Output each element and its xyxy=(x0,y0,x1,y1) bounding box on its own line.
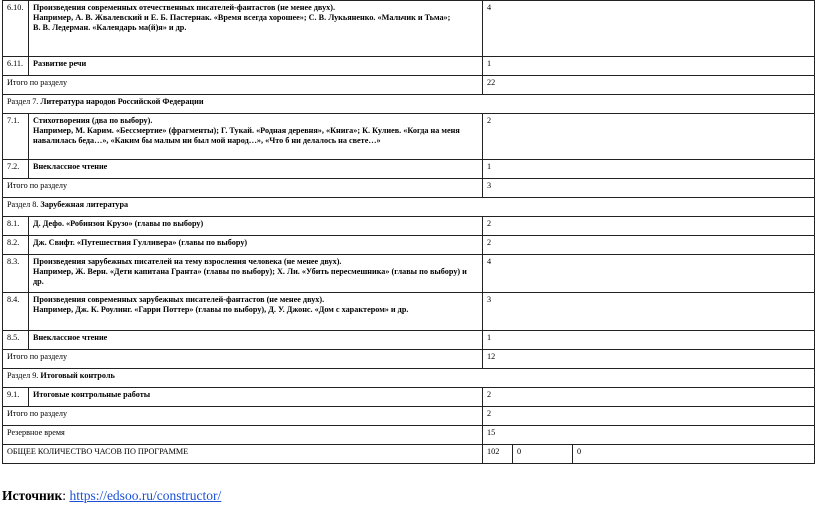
table-row-item xyxy=(3,293,815,331)
item-hours: 2 xyxy=(483,236,815,255)
table-row-item xyxy=(3,236,815,255)
table-row-grand-total xyxy=(3,445,815,464)
item-hours: 1 xyxy=(483,160,815,179)
total-label: Итого по разделу xyxy=(3,407,483,426)
item-number: 7.2. xyxy=(3,160,29,179)
table-row-section xyxy=(3,198,815,217)
section-heading xyxy=(3,369,815,388)
item-title: Дж. Свифт. «Путешествия Гулливера» (главы по выбору) xyxy=(29,236,483,255)
table-row-item xyxy=(3,1,815,57)
table-row-item xyxy=(3,217,815,236)
item-number: 7.1. xyxy=(3,114,29,160)
item-number: 8.4. xyxy=(3,293,29,331)
section-prefix: Раздел 8. xyxy=(7,200,41,209)
source-label: Источник xyxy=(2,488,63,503)
item-hours: 1 xyxy=(483,57,815,76)
total-hours: 2 xyxy=(483,407,815,426)
table-body xyxy=(3,1,815,464)
source-separator: : xyxy=(62,488,70,503)
item-hours: 4 xyxy=(483,255,815,293)
item-hours: 4 xyxy=(483,1,815,57)
section-heading xyxy=(3,198,815,217)
total-hours: 3 xyxy=(483,179,815,198)
item-number: 6.10. xyxy=(3,1,29,57)
total-hours: 22 xyxy=(483,76,815,95)
section-name: Зарубежная литература xyxy=(40,200,129,209)
item-title: Итоговые контрольные работы xyxy=(29,388,483,407)
total-hours: 15 xyxy=(483,426,815,445)
table-row-section xyxy=(3,369,815,388)
total-label: Резервное время xyxy=(3,426,483,445)
section-heading xyxy=(3,95,815,114)
item-number: 6.11. xyxy=(3,57,29,76)
item-title: Внеклассное чтение xyxy=(29,331,483,350)
table-row-item xyxy=(3,255,815,293)
section-prefix: Раздел 9. xyxy=(7,371,41,380)
table-row-item xyxy=(3,114,815,160)
table-row-item xyxy=(3,57,815,76)
table-row-item xyxy=(3,160,815,179)
item-number: 8.2. xyxy=(3,236,29,255)
source-link[interactable]: https://edsoo.ru/constructor/ xyxy=(69,488,222,503)
table-row-item xyxy=(3,331,815,350)
item-hours: 2 xyxy=(483,217,815,236)
item-title: Произведения современных зарубежных писателей-фантастов (не менее двух). Например, Дж. К. Роулинг. «Гарри Поттер» (главы по выбору), Д. У. Джонс. «Дом с характером» и др. xyxy=(29,293,483,331)
item-title: Д. Дефо. «Робинзон Крузо» (главы по выбору) xyxy=(29,217,483,236)
total-hours: 12 xyxy=(483,350,815,369)
total-label: Итого по разделу xyxy=(3,350,483,369)
item-number: 9.1. xyxy=(3,388,29,407)
item-number: 8.3. xyxy=(3,255,29,293)
grand-total-col2: 0 xyxy=(513,445,573,464)
source-line xyxy=(2,488,221,504)
table-row-total xyxy=(3,179,815,198)
item-title: Стихотворения (два по выбору). Например, М. Карим. «Бессмертие» (фрагменты); Г. Тукай. «Родная деревня», «Книга»; К. Кулиев. «Когда на меня навалилась беда…», «Каким бы малым ни был мой народ…», «Что б ни делалось на свете…» xyxy=(29,114,483,160)
table-row-total xyxy=(3,350,815,369)
section-name: Литература народов Российской Федерации xyxy=(40,97,204,106)
item-hours: 1 xyxy=(483,331,815,350)
item-title: Внеклассное чтение xyxy=(29,160,483,179)
table-row-item xyxy=(3,388,815,407)
item-number: 8.1. xyxy=(3,217,29,236)
item-title: Развитие речи xyxy=(29,57,483,76)
item-title: Произведения зарубежных писателей на тему взросления человека (не менее двух). Например, Ж. Верн. «Дети капитана Гранта» (главы по выбору); Х. Ли. «Убить пересмешника» (главы по выбору) и др. xyxy=(29,255,483,293)
table-row-total xyxy=(3,76,815,95)
table-row-total xyxy=(3,426,815,445)
curriculum-table xyxy=(2,0,815,464)
section-prefix: Раздел 7. xyxy=(7,97,41,106)
grand-total-label: ОБЩЕЕ КОЛИЧЕСТВО ЧАСОВ ПО ПРОГРАММЕ xyxy=(3,445,483,464)
total-label: Итого по разделу xyxy=(3,76,483,95)
section-name: Итоговый контроль xyxy=(40,371,115,380)
item-hours: 2 xyxy=(483,388,815,407)
grand-total-col3: 0 xyxy=(573,445,815,464)
total-label: Итого по разделу xyxy=(3,179,483,198)
item-title: Произведения современных отечественных писателей-фантастов (не менее двух). Например, А. В. Жвалевский и Е. Б. Пастернак. «Время всегда хорошее»; С. В. Лукьяненко. «Мальчик и Тьма»; В. В. Ледерман. «Календарь ма(й)я» и др. xyxy=(29,1,483,57)
table-row-section xyxy=(3,95,815,114)
item-number: 8.5. xyxy=(3,331,29,350)
table-row-total xyxy=(3,407,815,426)
item-hours: 2 xyxy=(483,114,815,160)
item-hours: 3 xyxy=(483,293,815,331)
grand-total-hours: 102 xyxy=(483,445,513,464)
